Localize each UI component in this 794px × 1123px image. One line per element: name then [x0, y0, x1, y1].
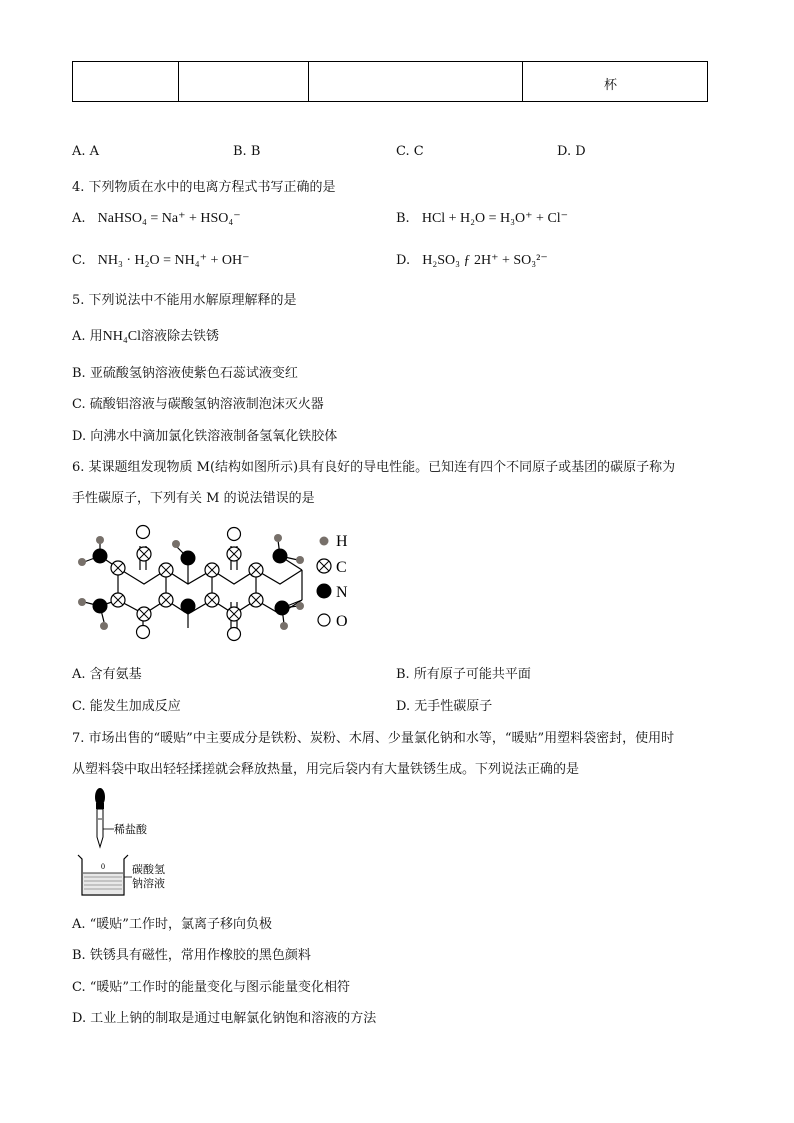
- q4-option-d[interactable]: [396, 252, 548, 269]
- beaker-dropper-figure: [70, 785, 190, 900]
- q4-option-a-equation: NaHSO₄ = Na⁺ + HSO₄⁻: [97, 211, 241, 226]
- table-cell-text: 杯: [604, 78, 618, 93]
- answer-table: [72, 61, 708, 102]
- q5-option-a-prefix: A. 用: [72, 329, 103, 344]
- q7-stem-line-1: 7. 市场出售的“暖贴”中主要成分是铁粉、炭粉、木屑、少量氯化钠和水等，“暖贴”用塑料袋密封，使用时: [72, 731, 675, 746]
- q4-option-a[interactable]: [72, 210, 241, 227]
- q4-option-a-label: A.: [72, 211, 86, 226]
- molecule-structure-figure: [70, 518, 370, 643]
- legend-n-marker: [317, 584, 332, 599]
- q7-stem-line-2: 从塑料袋中取出轻轻揉搓就会释放热量，用完后袋内有大量铁锈生成。下列说法正确的是: [72, 762, 580, 777]
- q4-option-d-label: D.: [396, 253, 411, 268]
- q4-stem: 4. 下列物质在水中的电离方程式书写正确的是: [72, 180, 336, 195]
- q3-option-b[interactable]: B. B: [233, 144, 261, 159]
- q3-option-a[interactable]: A. A: [72, 144, 100, 159]
- solution-label-1: 碳酸氢: [132, 864, 165, 876]
- legend-o-marker: [318, 614, 330, 626]
- q6-stem-line-2: 手性碳原子，下列有关 M 的说法错误的是: [72, 491, 315, 506]
- q7-option-c[interactable]: C. “暖贴”工作时的能量变化与图示能量变化相符: [72, 980, 351, 995]
- q6-option-a[interactable]: A. 含有氨基: [72, 667, 142, 682]
- legend-h-marker: [320, 537, 329, 546]
- q6-stem-line-1: 6. 某课题组发现物质 M(结构如图所示)具有良好的导电性能。已知连有四个不同原子或基团的碳原子称为: [72, 460, 676, 475]
- q5-option-c[interactable]: C. 硫酸铝溶液与碳酸氢钠溶液制泡沫灭火器: [72, 397, 324, 412]
- legend-h-label: H: [336, 533, 348, 550]
- beaker-mark: 0: [101, 862, 105, 871]
- acid-label: 稀盐酸: [114, 824, 147, 836]
- q4-option-d-equation: H₂SO₃ ƒ 2H⁺ + SO₃²⁻: [422, 253, 548, 268]
- q5-option-a-suffix: 溶液除去铁锈: [141, 329, 220, 344]
- q4-option-c-equation: NH₃ · H₂O = NH₄⁺ + OH⁻: [97, 253, 250, 268]
- table-cell: [308, 62, 523, 101]
- legend-c-label: C: [336, 559, 347, 576]
- q7-option-b[interactable]: B. 铁锈具有磁性，常用作橡胶的黑色颜料: [72, 948, 311, 963]
- q4-option-b-equation: HCl + H₂O = H₃O⁺ + Cl⁻: [421, 211, 569, 226]
- q5-option-a[interactable]: [72, 325, 219, 345]
- legend-o-label: O: [336, 613, 348, 630]
- q7-option-a[interactable]: A. “暖贴”工作时，氯离子移向负极: [72, 917, 272, 932]
- q6-option-b[interactable]: B. 所有原子可能共平面: [396, 667, 531, 682]
- solution-label-2: 钠溶液: [132, 878, 165, 890]
- q4-option-c[interactable]: [72, 252, 250, 269]
- q7-option-d[interactable]: D. 工业上钠的制取是通过电解氯化钠饱和溶液的方法: [72, 1011, 377, 1026]
- q6-option-d[interactable]: D. 无手性碳原子: [396, 699, 493, 714]
- table-cell: [73, 62, 179, 101]
- q5-option-b[interactable]: B. 亚硫酸氢钠溶液使紫色石蕊试液变红: [72, 366, 298, 381]
- q5-option-d[interactable]: D. 向沸水中滴加氯化铁溶液制备氢氧化铁胶体: [72, 429, 338, 444]
- q6-option-c[interactable]: C. 能发生加成反应: [72, 699, 181, 714]
- q4-option-b-label: B.: [396, 211, 410, 226]
- q4-option-c-label: C.: [72, 253, 86, 268]
- q5-option-a-formula: NH₄Cl: [102, 329, 141, 344]
- q3-option-d[interactable]: D. D: [557, 144, 586, 159]
- table-cell: [178, 62, 309, 101]
- q3-option-c[interactable]: C. C: [396, 144, 424, 159]
- q4-option-b[interactable]: [396, 210, 568, 227]
- q5-stem: 5. 下列说法中不能用水解原理解释的是: [72, 293, 297, 308]
- legend-n-label: N: [336, 584, 348, 601]
